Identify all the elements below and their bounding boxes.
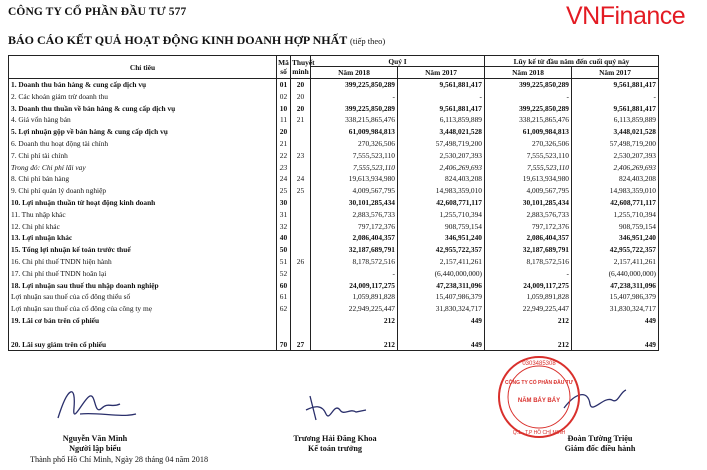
cell-q2018: 2,086,404,357 — [311, 232, 398, 244]
cell-note: 20 — [291, 91, 311, 103]
cell-q2017: - — [398, 91, 485, 103]
cell-note — [291, 162, 311, 174]
cell-q2017: 2,406,269,693 — [398, 162, 485, 174]
table-row — [9, 280, 659, 292]
cell-y2018: 4,009,567,795 — [485, 185, 572, 197]
cell-code: 51 — [277, 256, 291, 268]
report-title-text: BÁO CÁO KẾT QUẢ HOẠT ĐỘNG KINH DOANH HỢP NHẤT — [8, 33, 348, 47]
table-row — [9, 173, 659, 185]
report-title-suffix: (tiếp theo) — [350, 36, 386, 46]
cell-code: 11 — [277, 114, 291, 126]
cell-note — [291, 221, 311, 233]
cell-code: 01 — [277, 79, 291, 91]
cell-code: 40 — [277, 232, 291, 244]
table-row — [9, 209, 659, 221]
cell-code: 22 — [277, 150, 291, 162]
cell-q2017: 31,830,324,717 — [398, 303, 485, 315]
cell-q2017: 3,448,021,528 — [398, 126, 485, 138]
cell-q2017 — [398, 327, 485, 339]
cell-q2017: 6,113,859,889 — [398, 114, 485, 126]
table-row — [9, 291, 659, 303]
table-row — [9, 114, 659, 126]
cell-q2017: 2,157,411,261 — [398, 256, 485, 268]
cell-q2018: 19,613,934,980 — [311, 173, 398, 185]
table-row — [9, 232, 659, 244]
table-row — [9, 197, 659, 209]
cell-y2018: - — [485, 91, 572, 103]
cell-y2018: 1,059,891,828 — [485, 291, 572, 303]
cell-note: 26 — [291, 256, 311, 268]
cell-code: 61 — [277, 291, 291, 303]
cell-y2017: (6,440,000,000) — [572, 268, 659, 280]
table-row — [9, 103, 659, 115]
cell-item: 18. Lợi nhuận sau thuế thu nhập doanh nghiệp — [9, 280, 277, 292]
cell-note — [291, 197, 311, 209]
table-row — [9, 256, 659, 268]
cell-y2017: 449 — [572, 339, 659, 351]
director-name: Đoàn Tường Triệu — [567, 434, 633, 443]
accountant-role: Kế toán trưởng — [307, 444, 363, 453]
cell-q2018: 8,178,572,516 — [311, 256, 398, 268]
stamp-company: CÔNG TY CỔ PHẦN ĐẦU TƯ — [505, 380, 573, 386]
cell-item: 3. Doanh thu thuần về bán hàng & cung cấp dịch vụ — [9, 103, 277, 115]
column-group-ytd: Lũy kế từ đầu năm đến cuối quý này — [485, 56, 659, 67]
cell-q2017: 1,255,710,394 — [398, 209, 485, 221]
cell-item: 1. Doanh thu bán hàng & cung cấp dịch vụ — [9, 79, 277, 91]
cell-q2018: 212 — [311, 339, 398, 351]
place-date: Thành phố Hồ Chí Minh, Ngày 28 tháng 04 năm 2018 — [30, 455, 209, 464]
column-header-q1-2018: Năm 2018 — [311, 67, 398, 79]
director-role: Giám đốc điều hành — [564, 444, 636, 453]
table-row — [9, 303, 659, 315]
cell-q2017: 14,983,359,010 — [398, 185, 485, 197]
cell-code: 50 — [277, 244, 291, 256]
cell-code — [277, 315, 291, 327]
cell-item: Trong đó: Chi phí lãi vay — [9, 162, 277, 174]
table-row — [9, 126, 659, 138]
stamp-reg: 0303485308 — [522, 361, 556, 367]
cell-y2018: 7,555,523,110 — [485, 162, 572, 174]
cell-q2017: 9,561,881,417 — [398, 79, 485, 91]
column-header-ytd-2017: Năm 2017 — [572, 67, 659, 79]
cell-note: 27 — [291, 339, 311, 351]
cell-q2017: 42,608,771,117 — [398, 197, 485, 209]
cell-y2017: 2,530,207,393 — [572, 150, 659, 162]
cell-code: 21 — [277, 138, 291, 150]
cell-item: 19. Lãi cơ bản trên cổ phiếu — [9, 315, 277, 327]
table-row — [9, 185, 659, 197]
cell-y2018: 399,225,850,289 — [485, 79, 572, 91]
cell-y2018: 24,009,117,275 — [485, 280, 572, 292]
cell-y2017: 2,406,269,693 — [572, 162, 659, 174]
cell-q2018: - — [311, 91, 398, 103]
cell-y2017: 6,113,859,889 — [572, 114, 659, 126]
cell-q2017: 908,759,154 — [398, 221, 485, 233]
column-group-q1: Quý I — [311, 56, 485, 67]
cell-code: 32 — [277, 221, 291, 233]
cell-y2018: 61,009,984,813 — [485, 126, 572, 138]
table-row — [9, 244, 659, 256]
accountant-name: Trương Hải Đăng Khoa — [293, 434, 377, 443]
cell-item: 8. Chi phí bán hàng — [9, 173, 277, 185]
cell-q2017: (6,440,000,000) — [398, 268, 485, 280]
cell-y2018: 30,101,285,434 — [485, 197, 572, 209]
cell-y2017: 42,955,722,357 — [572, 244, 659, 256]
cell-y2017: 42,608,771,117 — [572, 197, 659, 209]
cell-y2018: 338,215,865,476 — [485, 114, 572, 126]
table-body — [9, 79, 659, 351]
column-header-note: Thuyết minh — [291, 56, 311, 79]
cell-note — [291, 291, 311, 303]
cell-q2018: 399,225,850,289 — [311, 79, 398, 91]
table-row — [9, 138, 659, 150]
cell-y2017: 1,255,710,394 — [572, 209, 659, 221]
cell-code: 52 — [277, 268, 291, 280]
cell-y2017: 14,983,359,010 — [572, 185, 659, 197]
cell-q2018: 399,225,850,289 — [311, 103, 398, 115]
cell-y2017: 31,830,324,717 — [572, 303, 659, 315]
cell-note — [291, 315, 311, 327]
cell-q2018: 797,172,376 — [311, 221, 398, 233]
table-row — [9, 315, 659, 327]
column-header-q1-2017: Năm 2017 — [398, 67, 485, 79]
cell-q2018: 7,555,523,110 — [311, 162, 398, 174]
cell-item: 20. Lãi suy giảm trên cổ phiếu — [9, 339, 277, 351]
cell-q2017: 449 — [398, 315, 485, 327]
cell-y2017: 47,238,311,096 — [572, 280, 659, 292]
cell-item: 4. Giá vốn hàng bán — [9, 114, 277, 126]
cell-y2017 — [572, 327, 659, 339]
table-row — [9, 91, 659, 103]
cell-y2018: 32,187,689,791 — [485, 244, 572, 256]
cell-y2018: 19,613,934,980 — [485, 173, 572, 185]
table-row — [9, 162, 659, 174]
preparer-signature — [50, 378, 140, 436]
cell-code — [277, 327, 291, 339]
cell-y2018: 2,883,576,733 — [485, 209, 572, 221]
cell-item: 16. Chi phí thuế TNDN hiện hành — [9, 256, 277, 268]
accountant-block — [270, 434, 400, 454]
cell-note — [291, 280, 311, 292]
cell-item: 2. Các khoản giảm trừ doanh thu — [9, 91, 277, 103]
cell-q2018 — [311, 327, 398, 339]
cell-code: 31 — [277, 209, 291, 221]
cell-y2018: 270,326,506 — [485, 138, 572, 150]
cell-y2018: 797,172,376 — [485, 221, 572, 233]
cell-code: 02 — [277, 91, 291, 103]
cell-q2018: 1,059,891,828 — [311, 291, 398, 303]
cell-item: Lợi nhuận sau thuế của cổ đông thiểu số — [9, 291, 277, 303]
cell-q2018: 4,009,567,795 — [311, 185, 398, 197]
cell-q2017: 824,403,208 — [398, 173, 485, 185]
cell-note — [291, 126, 311, 138]
cell-y2018: 212 — [485, 339, 572, 351]
cell-note: 24 — [291, 173, 311, 185]
cell-q2017: 449 — [398, 339, 485, 351]
cell-item: 17. Chi phí thuế TNDN hoãn lại — [9, 268, 277, 280]
cell-y2018: 2,086,404,357 — [485, 232, 572, 244]
table-row — [9, 268, 659, 280]
cell-item: 13. Lợi nhuận khác — [9, 232, 277, 244]
accountant-signature — [300, 390, 370, 432]
cell-y2017: 449 — [572, 315, 659, 327]
cell-q2018: 7,555,523,110 — [311, 150, 398, 162]
cell-item: 7. Chi phí tài chính — [9, 150, 277, 162]
cell-y2017: 346,951,240 — [572, 232, 659, 244]
cell-y2018: 22,949,225,447 — [485, 303, 572, 315]
cell-q2018: 61,009,984,813 — [311, 126, 398, 138]
cell-item: 9. Chi phí quản lý doanh nghiệp — [9, 185, 277, 197]
cell-note — [291, 303, 311, 315]
column-header-ytd-2018: Năm 2018 — [485, 67, 572, 79]
preparer-block — [40, 434, 150, 454]
cell-q2017: 15,407,986,379 — [398, 291, 485, 303]
cell-q2018: 30,101,285,434 — [311, 197, 398, 209]
cell-item: 5. Lợi nhuận gộp về bán hàng & cung cấp dịch vụ — [9, 126, 277, 138]
cell-item: 11. Thu nhập khác — [9, 209, 277, 221]
report-title — [8, 33, 385, 48]
cell-q2017: 42,955,722,357 — [398, 244, 485, 256]
cell-code: 62 — [277, 303, 291, 315]
table-row — [9, 79, 659, 91]
cell-q2017: 57,498,719,200 — [398, 138, 485, 150]
cell-q2017: 346,951,240 — [398, 232, 485, 244]
cell-item — [9, 327, 277, 339]
cell-q2017: 47,238,311,096 — [398, 280, 485, 292]
cell-code: 25 — [277, 185, 291, 197]
cell-y2017: 9,561,881,417 — [572, 79, 659, 91]
cell-code: 24 — [277, 173, 291, 185]
cell-code: 23 — [277, 162, 291, 174]
cell-code: 20 — [277, 126, 291, 138]
cell-note: 20 — [291, 79, 311, 91]
cell-y2018: 212 — [485, 315, 572, 327]
cell-note: 25 — [291, 185, 311, 197]
cell-item: 15. Tổng lợi nhuận kế toán trước thuế — [9, 244, 277, 256]
cell-q2018: 270,326,506 — [311, 138, 398, 150]
cell-y2017: 15,407,986,379 — [572, 291, 659, 303]
cell-q2017: 9,561,881,417 — [398, 103, 485, 115]
cell-y2017: - — [572, 91, 659, 103]
cell-note — [291, 327, 311, 339]
cell-q2018: - — [311, 268, 398, 280]
company-stamp — [494, 352, 584, 442]
cell-y2017: 3,448,021,528 — [572, 126, 659, 138]
preparer-role: Người lập biểu — [69, 444, 121, 453]
table-row — [9, 221, 659, 233]
cell-note: 23 — [291, 150, 311, 162]
cell-code: 10 — [277, 103, 291, 115]
cell-q2017: 2,530,207,393 — [398, 150, 485, 162]
cell-code: 70 — [277, 339, 291, 351]
cell-code: 60 — [277, 280, 291, 292]
cell-y2017: 57,498,719,200 — [572, 138, 659, 150]
cell-y2017: 824,403,208 — [572, 173, 659, 185]
cell-q2018: 22,949,225,447 — [311, 303, 398, 315]
income-statement-table — [8, 55, 659, 351]
cell-y2017: 9,561,881,417 — [572, 103, 659, 115]
cell-item: 12. Chi phí khác — [9, 221, 277, 233]
preparer-name: Nguyễn Văn Minh — [62, 434, 128, 443]
cell-q2018: 24,009,117,275 — [311, 280, 398, 292]
table-row — [9, 327, 659, 339]
cell-y2018 — [485, 327, 572, 339]
director-block — [535, 434, 665, 454]
cell-note — [291, 138, 311, 150]
column-header-item: Chỉ tiêu — [9, 56, 277, 79]
vnfinance-logo: VNFinance — [564, 0, 707, 33]
cell-y2018: 399,225,850,289 — [485, 103, 572, 115]
column-header-code: Mã số — [277, 56, 291, 79]
table-row — [9, 339, 659, 351]
cell-item: Lợi nhuận sau thuế của cổ đông của công ty mẹ — [9, 303, 277, 315]
cell-note — [291, 244, 311, 256]
cell-note — [291, 268, 311, 280]
cell-q2018: 338,215,865,476 — [311, 114, 398, 126]
cell-item: 6. Doanh thu hoạt động tài chính — [9, 138, 277, 150]
table-row — [9, 150, 659, 162]
stamp-city: Q.1 - T.P HỒ CHÍ MINH — [512, 430, 566, 436]
cell-y2018: - — [485, 268, 572, 280]
cell-note — [291, 232, 311, 244]
cell-note: 20 — [291, 103, 311, 115]
cell-q2018: 212 — [311, 315, 398, 327]
cell-code: 30 — [277, 197, 291, 209]
cell-note: 21 — [291, 114, 311, 126]
cell-y2018: 8,178,572,516 — [485, 256, 572, 268]
company-name: CÔNG TY CỔ PHẦN ĐẦU TƯ 577 — [8, 6, 187, 18]
cell-note — [291, 209, 311, 221]
cell-q2018: 2,883,576,733 — [311, 209, 398, 221]
cell-y2017: 908,759,154 — [572, 221, 659, 233]
cell-q2018: 32,187,689,791 — [311, 244, 398, 256]
stamp-name: NĂM BẢY BẢY — [517, 398, 561, 404]
cell-item: 10. Lợi nhuận thuần từ hoạt động kinh doanh — [9, 197, 277, 209]
cell-y2017: 2,157,411,261 — [572, 256, 659, 268]
cell-y2018: 7,555,523,110 — [485, 150, 572, 162]
